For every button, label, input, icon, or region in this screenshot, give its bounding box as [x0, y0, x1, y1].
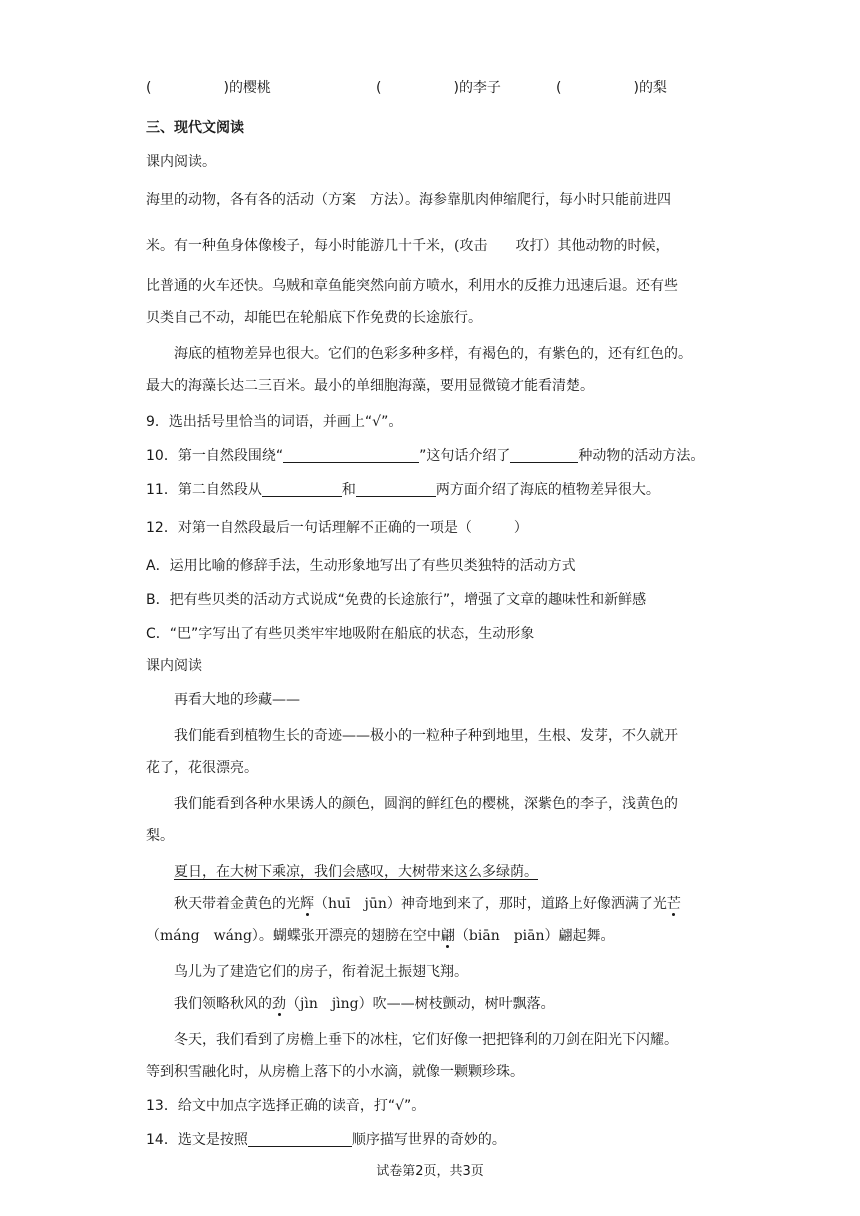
- passage2-line: [146, 926, 615, 946]
- q14-text: 14．选文是按照: [146, 1132, 248, 1148]
- q10-blank-2[interactable]: [510, 446, 578, 463]
- question-11: [146, 480, 660, 500]
- passage2-line: 鸟儿为了建造它们的房子，衔着泥土振翅飞翔。: [174, 964, 468, 980]
- passage2-label: 课内阅读: [146, 658, 202, 674]
- q14-text: 顺序描写世界的奇妙的。: [351, 1132, 506, 1148]
- passage1-line: 海底的植物差异也很大。它们的色彩多种多样，有褐色的，有紫色的，还有红色的。: [174, 346, 692, 362]
- passage2-line: 我们能看到各种水果诱人的颜色，圆润的鲜红色的樱桃，深紫色的李子，浅黄色的: [174, 796, 678, 812]
- paren-open: (: [556, 80, 562, 96]
- passage1-line: 最大的海藻长达二三百米。最小的单细胞海藻，要用显微镜才能看清楚。: [146, 378, 594, 394]
- option-c[interactable]: C．“巴”字写出了有些贝类牢牢地吸附在船底的状态，生动形象: [146, 626, 535, 642]
- underlined-sentence: 夏日，在大树下乘凉，我们会感叹，大树带来这么多绿荫。: [174, 864, 538, 880]
- dotted-char: 翩: [440, 928, 455, 944]
- option-a[interactable]: A．运用比喻的修辞手法，生动形象地写出了有些贝类独特的活动方式: [146, 558, 576, 574]
- q11-blank-1[interactable]: [262, 480, 342, 497]
- fill-row-3: [556, 78, 667, 98]
- p7-text: （jìn jìng）吹——树枝颤动，树叶飘落。: [286, 996, 555, 1012]
- question-10: [146, 446, 704, 466]
- passage1-line: 贝类自己不动，却能巴在轮船底下作免费的长途旅行。: [146, 310, 482, 326]
- fill-item-cherry: 的樱桃: [228, 80, 271, 96]
- p5-text: （biān piān）翩起舞。: [454, 928, 615, 944]
- p7-text: 我们领略秋风的: [174, 996, 272, 1012]
- p5-text: （máng wáng）。蝴蝶张开漂亮的翅膀在空中: [146, 928, 441, 944]
- dotted-char: 辉: [300, 896, 314, 912]
- paren-open: (: [146, 80, 152, 96]
- passage2-line: 冬天，我们看到了房檐上垂下的冰柱，它们好像一把把锋利的刀剑在阳光下闪耀。: [174, 1032, 678, 1048]
- q10-text: 10．第一自然段围绕“: [146, 448, 284, 464]
- passage2-line: 我们能看到植物生长的奇迹——极小的一粒种子种到地里，生根、发芽，不久就开: [174, 728, 678, 744]
- passage2-line: [174, 994, 555, 1014]
- paren-close: ): [453, 80, 459, 96]
- p5-text: （huī jūn）神奇地到来了，那时，道路上好像洒满了光: [314, 896, 667, 912]
- question-14: [146, 1130, 506, 1150]
- p5-text: 秋天带着金黄色的光: [174, 896, 300, 912]
- fill-item-pear: 的梨: [638, 80, 667, 96]
- question-13: 13．给文中加点字选择正确的读音，打“√”。: [146, 1098, 426, 1114]
- passage1-line: 米。有一种鱼身体像梭子，每小时能游几十千米，(攻击 攻打）其他动物的时候，: [146, 238, 670, 254]
- passage2-line: 花了，花很漂亮。: [146, 760, 258, 776]
- passage1-line: 比普通的火车还快。乌贼和章鱼能突然向前方喷水，利用水的反推力迅速后退。还有些: [146, 278, 678, 294]
- passage1-label: 课内阅读。: [146, 154, 216, 170]
- option-b[interactable]: B．把有些贝类的活动方式说成“免费的长途旅行”，增强了文章的趣味性和新鲜感: [146, 592, 647, 608]
- passage2-line: 梨。: [146, 828, 174, 844]
- q11-text: 11．第二自然段从: [146, 482, 262, 498]
- paren-close: ): [633, 80, 639, 96]
- q11-text: 两方面介绍了海底的植物差异很大。: [435, 482, 660, 498]
- fill-row: [146, 78, 271, 98]
- q11-text: 和: [341, 482, 356, 498]
- q14-blank[interactable]: [248, 1130, 352, 1147]
- section-title: 三、现代文阅读: [146, 120, 244, 136]
- page-footer: 试卷第2页，共3页: [376, 1164, 484, 1179]
- dotted-char: 劲: [272, 996, 286, 1012]
- q10-text: 种动物的活动方法。: [578, 448, 705, 464]
- passage2-line: [174, 894, 681, 914]
- q11-blank-2[interactable]: [356, 480, 436, 497]
- passage2-line: 再看大地的珍藏——: [174, 692, 300, 708]
- fill-row-2: [376, 78, 501, 98]
- passage1-line: 海里的动物，各有各的活动（方案 方法）。海参靠肌肉伸缩爬行，每小时只能前进四: [146, 192, 671, 208]
- passage2-line: 等到积雪融化时，从房檐上落下的小水滴，就像一颗颗珍珠。: [146, 1064, 524, 1080]
- q10-text: ”这句话介绍了: [419, 448, 511, 464]
- paren-close: ): [223, 80, 229, 96]
- question-9: 9．选出括号里恰当的词语，并画上“√”。: [146, 414, 403, 430]
- dotted-char: 芒: [666, 896, 681, 912]
- q10-blank-1[interactable]: [283, 446, 419, 463]
- question-12: 12．对第一自然段最后一句话理解不正确的一项是（ ）: [146, 520, 528, 536]
- paren-open: (: [376, 80, 382, 96]
- fill-item-plum: 的李子: [458, 80, 501, 96]
